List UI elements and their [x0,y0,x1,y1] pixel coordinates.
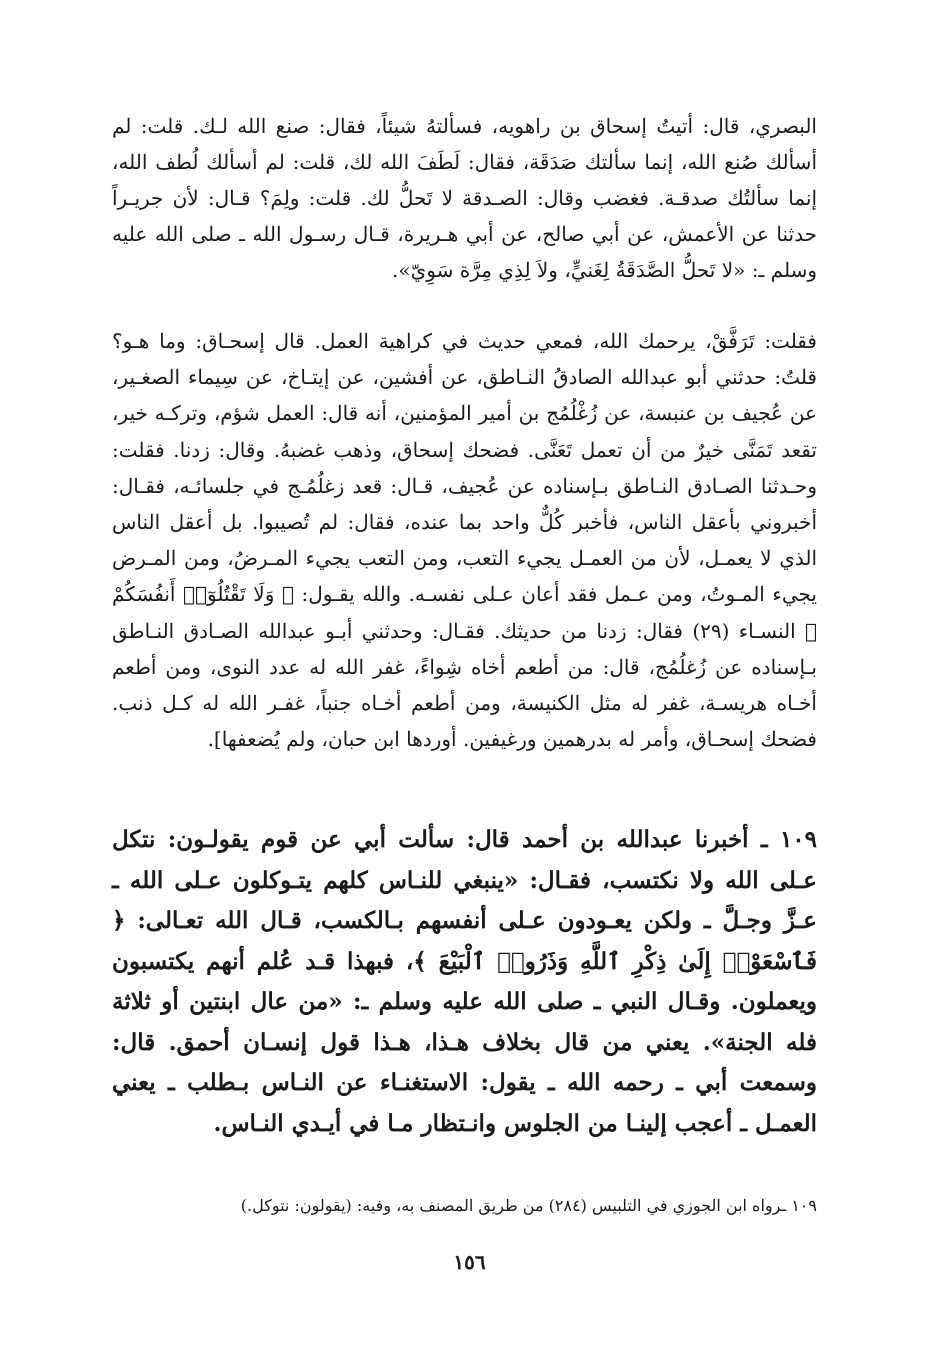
paragraph-narration-109: ١٠٩ ـ أخبرنا عبدالله بن أحمد قال: سألت أبي عن قوم يقولـون: نتكل عـلى الله ولا نكتسب، فقـال: «ينبغي للنـاس كلهم يتـوكلون عـلى الله ـ عـزَّ وجـلَّ ـ ولكن يعـودون عـلى أنفسهم بـالكسب، قـال الله تعـالى: ﴿ فَٱسْعَوْا۟ إِلَىٰ ذِكْرِ ٱللَّهِ وَذَرُوا۟ ٱلْبَيْعَ ﴾، فبهذا قـد عُلم أنهم يكتسبون ويعملون. وقـال النبي ـ صلى الله عليه وسلم ـ: «من عال ابنتين أو ثلاثة فله الجنة». يعني من قال بخلاف هـذا، هـذا قول إنسـان أحمق. قال: وسمعت أبي ـ رحمه الله ـ يقول: الاستغنـاء عن النـاس بـطلب ـ يعني العمـل ـ أعجب إلينـا من الجلوس وانـتظار مـا في أيـدي النـاس. [112,826,817,1137]
page-number: ١٥٦ [453,1250,486,1274]
paragraph-hadith-about-work: فقلت: تَرَفَّقْ، يرحمك الله، فمعي حديث في كراهية العمل. قال إسحـاق: وما هـو؟ قلتُ: حدثني أبو عبدالله الصادقُ النـاطق، عن أفشين، عن إيتـاخ، عن سِيماء الصغـير، عن عُجيف بن عنبسة، عن زُغْلُمُج بن أمير المؤمنين، أنه قال: العمل شؤم، وتركـه خير، تقعد تَمَنَّى خيرٌ من أن تعمل تَعَنَّى. فضحك إسحاق، وذهب غضبهُ. وقال: زدنا. فقلت: وحـدثنا الصـادق النـاطق بـإسناده عن عُجيف، قـال: قعد زغلُمُـج في جلسائـه، فقـال: أخبروني بأعقل الناس، فأخبر كُلٌّ واحد بما عنده، فقال: لم تُصيبوا. بل أعقل الناس الذي لا يعمـل، لأن من العمـل يجيء التعب، ومن التعب يجيء المـرضُ، ومن المـرض يجيء المـوتُ، ومن عـمل فقد أعان عـلى نفسـه. والله يقـول: ﴿ وَلَا تَقْتُلُوٓا۟ أَنفُسَكُمْ ﴾ النسـاء (٢٩) فقال: زدنا من حديثك. فقـال: وحدثني أبـو عبدالله الصـادق النـاطق بـإسناده عن زُغلُمُج، قال: من أطعم أخاه شِواءً، غفر الله له عدد النوى، ومن أطعم أخـاه هريسـة، غفر له مثل الكنيسة، ومن أطعم أخـاه جنباً، غفـر الله له كـل ذنب. فضحك إسحـاق، وأمر له بدرهمين ورغيفين. أوردها ابن حبان، ولم يُضعفها]. [112,329,817,752]
footnote: ١٠٩ ـرواه ابن الجوزي في التلبيس (٢٨٤) من طريق المصنف به، وفيه: (يقولون: نتوكل.) [240,1196,817,1215]
paragraph-basri-story: البصري، قال: أتيتُ إسحاق بن راهويه، فسألتهُ شيئاً، فقال: صنع الله لـك. قلت: لم أسألك صُنع الله، إنما سألتك صَدَقَة، فقال: لَطَفَ الله لك، قلت: لم أسألك لُطف الله، إنما سألتُك صدقـة. فغضب وقال: الصـدقة لا تَحلُّ لك. قلت: ولِمَ؟ قـال: لأن جريـراً حدثنا عن الأعمش، عن أبي صالح، عن أبي هـريرة، قـال رسـول الله ـ صلى الله عليه وسلم ـ: «لا تَحلُّ الصَّدَقَةُ لِغَنيٍّ، ولاَ لِذِي مِرَّة سَوِيّ». [112,114,817,282]
